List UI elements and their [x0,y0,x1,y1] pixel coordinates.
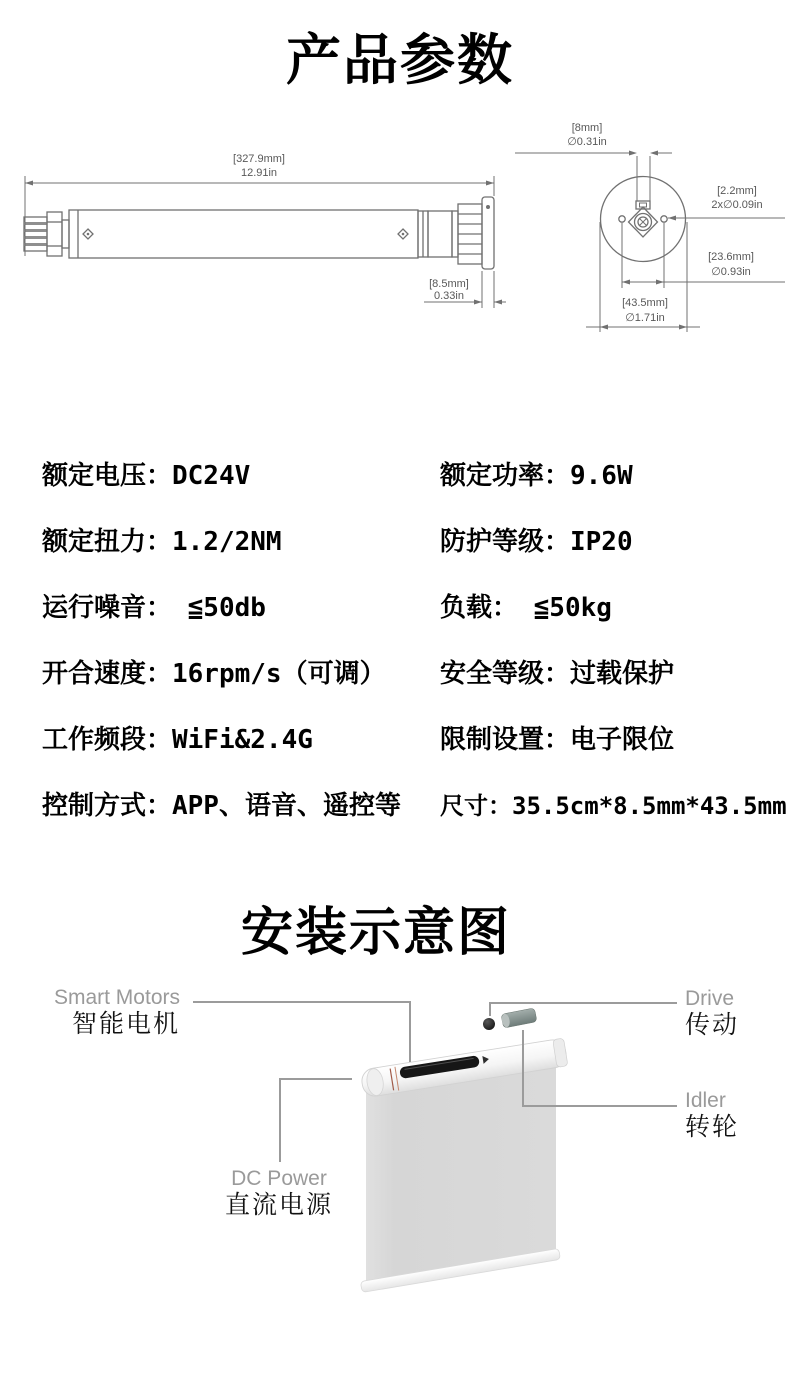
label-smart-motors-zh: 智能电机 [71,1010,180,1038]
spec-row [42,528,792,556]
label-dc-power-zh: 直流电源 [224,1191,333,1219]
dim-shaft-mm: [8mm] [571,122,603,134]
label-idler [685,1089,739,1141]
label-idler-en: Idler [685,1089,726,1112]
spec-load: 负载： ≦50kg [440,593,612,623]
dim-head-width-mm: [8.5mm] [429,278,469,290]
dim-outer-diameter-mm: [43.5mm] [622,297,668,309]
spec-rated-power: 额定功率：9.6W [440,461,633,491]
label-drive [685,987,739,1039]
spec-running-noise: 运行噪音： ≦50db [42,593,266,623]
dim-overall-length-in: 12.91in [240,167,278,179]
label-smart-motors [30,986,180,1038]
spec-row [42,726,792,754]
spec-size: 尺寸：35.5cm*8.5mm*43.5mm [440,792,787,820]
spec-row [42,792,792,820]
spec-frequency-band: 工作频段：WiFi&2.4G [42,725,313,755]
dim-head-width-in: 0.33in [434,290,464,302]
spec-row [42,462,792,490]
spec-row [42,660,792,688]
smart-motors-leader-line [193,1002,410,1062]
spec-protection-rating: 防护等级：IP20 [440,527,633,557]
spec-rated-voltage: 额定电压：DC24V [42,461,251,491]
spec-row [42,594,792,622]
label-dc-power [223,1167,335,1219]
dc-power-leader-line [280,1079,352,1162]
motor-side-view-drawing [24,197,494,269]
label-drive-zh: 传动 [685,1011,740,1039]
dim-outer-diameter-in: ∅1.71in [625,312,665,324]
label-dc-power-en: DC Power [231,1167,327,1190]
drive-part-ball [483,1018,495,1030]
page-title-install-diagram: 安装示意图 [240,904,511,962]
dim-shaft-in: ∅0.31in [567,136,607,148]
label-smart-motors-en: Smart Motors [53,986,180,1009]
label-idler-zh: 转轮 [685,1113,740,1141]
dim-screw-holes-mm: [2.2mm] [717,185,757,197]
dim-screw-holes-in: 2x∅0.09in [711,199,763,211]
dim-hole-pitch-in: ∅0.93in [711,266,751,278]
spec-control-methods: 控制方式：APP、语音、遥控等 [42,791,401,821]
dimension-labels [233,122,763,324]
dimension-lines [25,151,785,333]
spec-speed: 开合速度：16rpm/s（可调） [42,659,386,689]
spec-limit-setting: 限制设置：电子限位 [440,725,675,755]
spec-rated-torque: 额定扭力：1.2/2NM [42,527,282,557]
page-title-product-params: 产品参数 [285,29,514,91]
dim-overall-length-mm: [327.9mm] [233,153,285,165]
spec-safety-level: 安全等级：过载保护 [440,659,675,689]
label-drive-en: Drive [685,987,735,1010]
dim-hole-pitch-mm: [23.6mm] [708,251,754,263]
spec-list [42,462,792,858]
roller-shade-illustration [193,1002,677,1292]
